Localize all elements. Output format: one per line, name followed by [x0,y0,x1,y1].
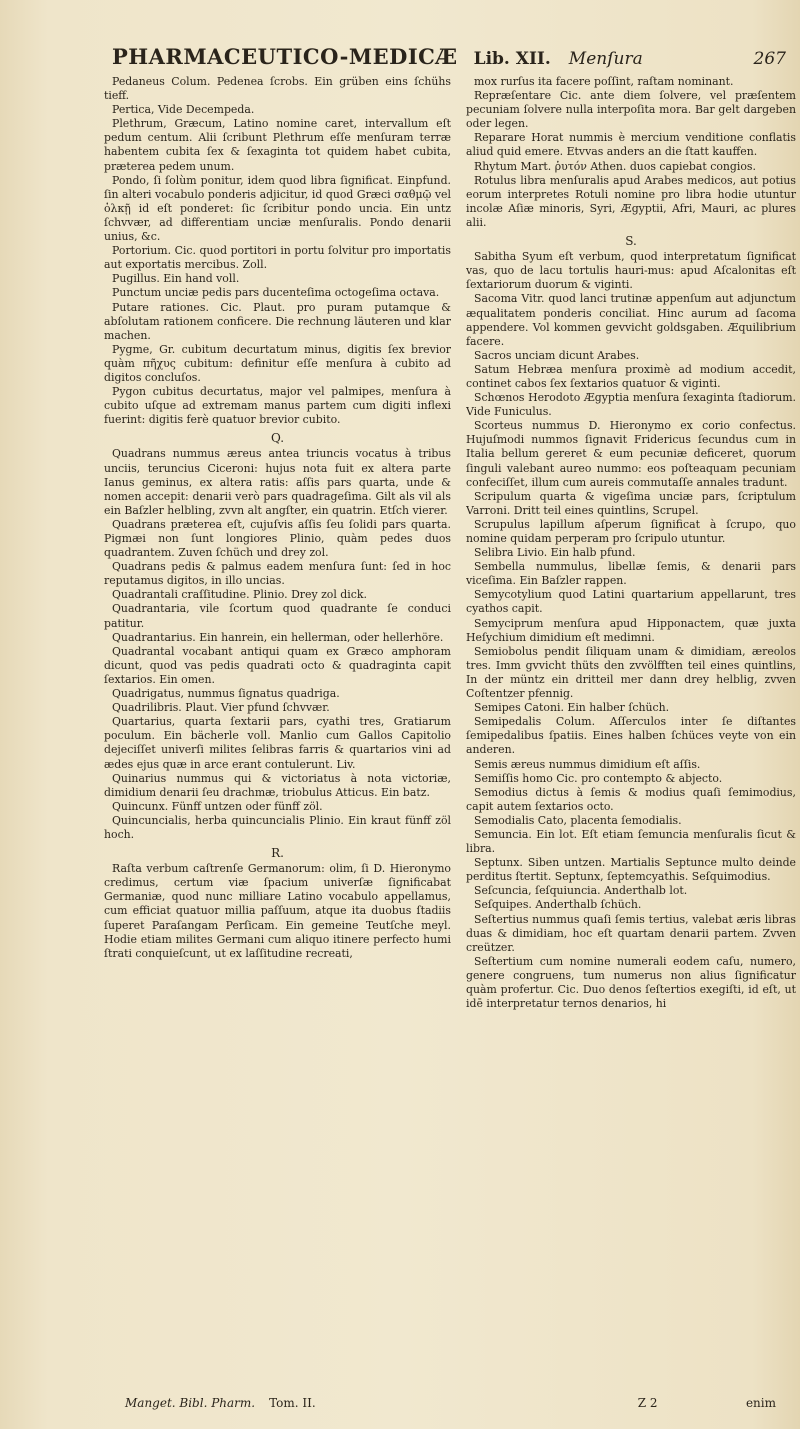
entry-portorium: Portorium. Cic. quod portitori in portu ſolvitur pro importatis aut exportatis mercibus. Zoll. [104,244,451,272]
entry-semissis: Semiſſis homo Cic. pro contempto & abjecto. [474,771,723,785]
entry-quadrans-2: Quadrans præterea eſt, cujuſvis aſſis ſeu ſolidi pars quarta. Pigmæi non ſunt longiores Plinio, quàm pedes duos quadrantem. Zuven ſchüch und drey zol. [104,517,451,560]
entry-selibra: Selibra Livio. Ein halb pfund. [474,546,636,560]
section-letter-r: R. [271,846,284,861]
entry-rasta-cont: mox rurſus ita facere poſſint, raſtam nominant. [474,75,734,88]
section-topic: Menſura [568,49,643,69]
sheet-mark: Z 2 [637,1396,658,1410]
entry-scorteus: Scorteus nummus D. Hieronymo ex corio confectus. Hujuſmodi nummos ſignavit Fridericus ſecundus cum in Italia bellum gereret & eum pecuniæ deficeret, quorum ſinguli valebant aureo nummo: eos poſteaquam pecuniam confeciſſet, illum cum aureis commutaſſe annales tradunt. [466,419,796,489]
entry-plethrum: Plethrum, Græcum, Latino nomine caret, intervallum eſt pedum centum. Alii ſcribunt Plethrum eſſe menſuram terræ habentem cubita ſex & ſexaginta tot quidem habet cubita, præterea pedem unum. [104,117,451,173]
entry-quartarius: Quartarius, quarta ſextarii pars, cyathi tres, Gratiarum poculum. Ein bächerle voll. Manlio cum Gallos Capitolio dejeciſſet univerſi milites ſelibras farris & quartarios vini ad ædes ejus quæ in arce erant contulerunt. Liv. [104,715,451,771]
entry-rasta: Raſta verbum caſtrenſe Germanorum: olim, ſi D. Hieronymo credimus, certum viæ ſpacium univerſæ ſignificabat Germaniæ, quod nunc milliare Latino vocabulo appellamus, cum efficiat quatuor millia paſſuum, atque ita duobus ſtadiis ſuperet Paraſangam Perſicam. Ein gemeine Teutſche meyl. Hodie etiam milites Germani cum aliquo itinere perfecto humi ſtrati conquieſcunt, ut ex laſſitudine recreati, [104,862,451,960]
entry-pugillus: Pugillus. Ein hand voll. [112,272,240,286]
entry-sestertium: Seſtertium cum nomine numerali eodem caſu, numero, genere congruens, tum numerus non alius ſignificatur quàm profertur. Cic. Duo denos ſeſtertios exegiſti, id eſt, ut idē interpretatur ternos denarios, hi [466,954,796,1011]
entry-sescuncia: Seſcuncia, ſeſquiuncia. Anderthalb lot. [474,884,688,898]
entry-pygme: Pygme, Gr. cubitum decurtatum minus, digitis ſex brevior quàm πῆχυς cubitum: definitur eſſe menſura à cubito ad digitos concluſos. [104,342,451,384]
entry-semyciprum: Semyciprum menſura apud Hipponactem, quæ juxta Heſychium dimidium eſt medimni. [466,616,796,644]
book-number: Lib. XII. [473,49,551,69]
page-footer [125,1396,790,1420]
entry-quadrans-pedis: Quadrans pedis & palmus eadem menſura ſunt: ſed in hoc reputamus digitos, in illo uncias. [104,560,451,588]
entry-semodialis: Semodialis Cato, placenta ſemodialis. [474,813,682,827]
page-number: 267 [753,49,786,69]
entry-quadrantarius: Quadrantarius. Ein hanrein, ein hellerman, oder hellerhöre. [112,630,444,644]
left-column [104,75,451,1400]
entry-quadrantali: Quadrantali craſſitudine. Plinio. Drey zol dick. [112,588,367,602]
entry-reparare: Reparare Horat nummis è mercium venditione conflatis aliud quid emere. Etvvas anders an die ſtatt kauffen. [466,131,796,159]
entry-quadrigatus: Quadrigatus, nummus ſignatus quadriga. [112,687,340,701]
entry-septunx: Septunx. Siben untzen. Martialis Septunce multo deinde perditus ſtertit. Septunx, ſeptemcyathis. Seſquimodius. [466,856,796,884]
entry-quadrantal: Quadrantal vocabant antiqui quam ex Græco amphoram dicunt, quod vas pedis quadrati octo & quadraginta capit ſextarios. Ein omen. [104,644,451,686]
footer-signature: Manget. Bibl. Pharm. [125,1396,256,1410]
entry-semodius: Semodius dictus à ſemis & modius quaſi ſemimodius, capit autem ſextarios octo. [466,785,796,813]
entry-rotulus: Rotulus libra menſuralis apud Arabes medicos, aut potius eorum interpretes Rotuli nomine pro libra hodie utuntur incolæ Aſiæ minoris, Syri, Ægyptii, Afri, Mauri, ac plures alii. [466,173,796,229]
catchword: enim [745,1396,776,1410]
entry-quadrans: Quadrans nummus æreus antea triuncis vocatus à tribus unciis, teruncius Ciceroni: hujus nota fuit ex altera parte Ianus geminus, ex altera ratis: aſſis pars quarta, unde & nomen accepit: denarii verò pars quadrageſima. Gilt als vil als ein Baſzler helbling, zvvn alt angſter, ein quatrin. Etſch vierer. [104,447,451,517]
entry-sembella: Sembella nummulus, libellæ ſemis, & denarii pars viceſima. Ein Baſzler rappen. [466,560,796,588]
entry-quincunx: Quincunx. Fünff untzen oder fünff zöl. [112,799,323,813]
entry-semiobolus: Semiobolus pendit ſiliquam unam & dimidiam, æreolos tres. Imm gvvicht thüts den zvvölfften teil eines quintlins, In der müntz ein dritteil mer dann drey helblig, zvven Coſtentzer pfennig. [466,644,796,701]
entry-sesquipes: Seſquipes. Anderthalb ſchüch. [474,898,642,912]
entry-scripulum: Scripulum quarta & vigeſima unciæ pars, ſcriptulum Varroni. Dritt teil eines quintlins, Scrupel. [466,489,796,517]
entry-rhytum: Rhytum Mart. ῥυτόν Athen. duos capiebat congios. [474,159,756,173]
section-letter-s: S. [625,234,637,249]
entry-pedaneus: Pedaneus Colum. Pedenea ſcrobs. Ein grüben eins ſchühs tieff. [104,75,451,103]
entry-sacoma: Sacoma Vitr. quod lanci trutinæ appenſum aut adjunctum æqualitatem ponderis conciliat. Hinc aurum ad ſacoma appendere. Vol kommen gevvicht goldsgaben. Æquilibrium facere. [466,292,796,348]
entry-pertica: Pertica, Vide Decempeda. [112,103,255,117]
entry-punctum: Punctum unciæ pedis pars ducenteſima octogeſima octava. [112,286,440,300]
entry-quadrilibris: Quadrilibris. Plaut. Vier pfund ſchvvær. [112,701,330,715]
section-letter-q: Q. [270,431,285,446]
entry-sestertius: Seſtertius nummus quaſi ſemis tertius, valebat æris libras duas & dimidiam, hoc eſt quartam denarii partem. Zvven creützer. [466,912,796,954]
entry-scrupulus: Scrupulus lapillum aſperum ſignificat à ſcrupo, quo nomine quidam perperam pro ſcripulo utuntur. [466,517,796,545]
entry-putare: Putare rationes. Cic. Plaut. pro puram putamque & abſolutam rationem conficere. Die rechnung läuteren und klar machen. [104,300,451,342]
entry-semuncia: Semuncia. Ein lot. Eſt etiam ſemuncia menſuralis ſicut & libra. [466,827,796,856]
right-column [466,75,796,1400]
entry-sacros: Sacros unciam dicunt Arabes. [474,348,640,362]
entry-semipes: Semipes Catoni. Ein halber ſchüch. [474,701,670,715]
entry-sabitha: Sabitha Syum eſt verbum, quod interpretatum ſignificat vas, quo de lacu tortulis hauri-mus: apud Aſcalonitas eſt ſextariorum duorum & viginti. [466,250,796,292]
entry-schoenos: Schœnos Herodoto Ægyptia menſura ſexaginta ſtadiorum. Vide Funiculus. [466,391,796,419]
entry-semycotylium: Semycotylium quod Latini quartarium appellarunt, tres cyathos capit. [466,588,796,616]
entry-quincuncialis: Quincuncialis, herba quincuncialis Plinio. Ein kraut fünff zöl hoch. [104,813,451,841]
entry-pondo: Pondo, ſi ſolùm ponitur, idem quod libra ſignificat. Einpfund. ſin alteri vocabulo ponderis adjicitur, id quod Græci σαθμῷ vel ὁλκῇ id eſt ponderet: ſic ſcribitur pondo uncia. Ein untz ſchvvær, ad differentiam unciæ menſuralis. Pondo denarii unius, &c. [104,173,451,244]
entry-quinarius: Quinarius nummus qui & victoriatus à nota victoriæ, dimidium denarii ſeu drachmæ, triobulus Atticus. Ein batz. [104,771,451,799]
entry-repraesentare: Repræſentare Cic. ante diem ſolvere, vel præſentem pecuniam ſolvere nulla interpoſita mora. Bar gelt dargeben oder legen. [466,89,796,131]
entry-pygon: Pygon cubitus decurtatus, major vel palmipes, menſura à cubito uſque ad extremam manus partem cum digiti inflexi fuerint: digitis ferè quatuor brevior cubito. [104,385,451,427]
page-header [112,44,792,74]
entry-quadrantaria: Quadrantaria, vile ſcortum quod quadrante ſe conduci patitur. [104,602,451,630]
entry-semis: Semis æreus nummus dimidium eſt aſſis. [474,757,701,771]
entry-satum: Satum Hebræa menſura proximè ad modium accedit, continet cabos ſex ſextarios quatuor & viginti. [466,362,796,390]
running-title: PHARMACEUTICO-MEDICÆ [112,44,458,69]
footer-volume: Tom. II. [269,1396,316,1410]
entry-semipedalis: Semipedalis Colum. Aſſerculos inter ſe diſtantes ſemipedalibus ſpatiis. Eines halben ſchüces veyte von ein anderen. [466,715,796,757]
